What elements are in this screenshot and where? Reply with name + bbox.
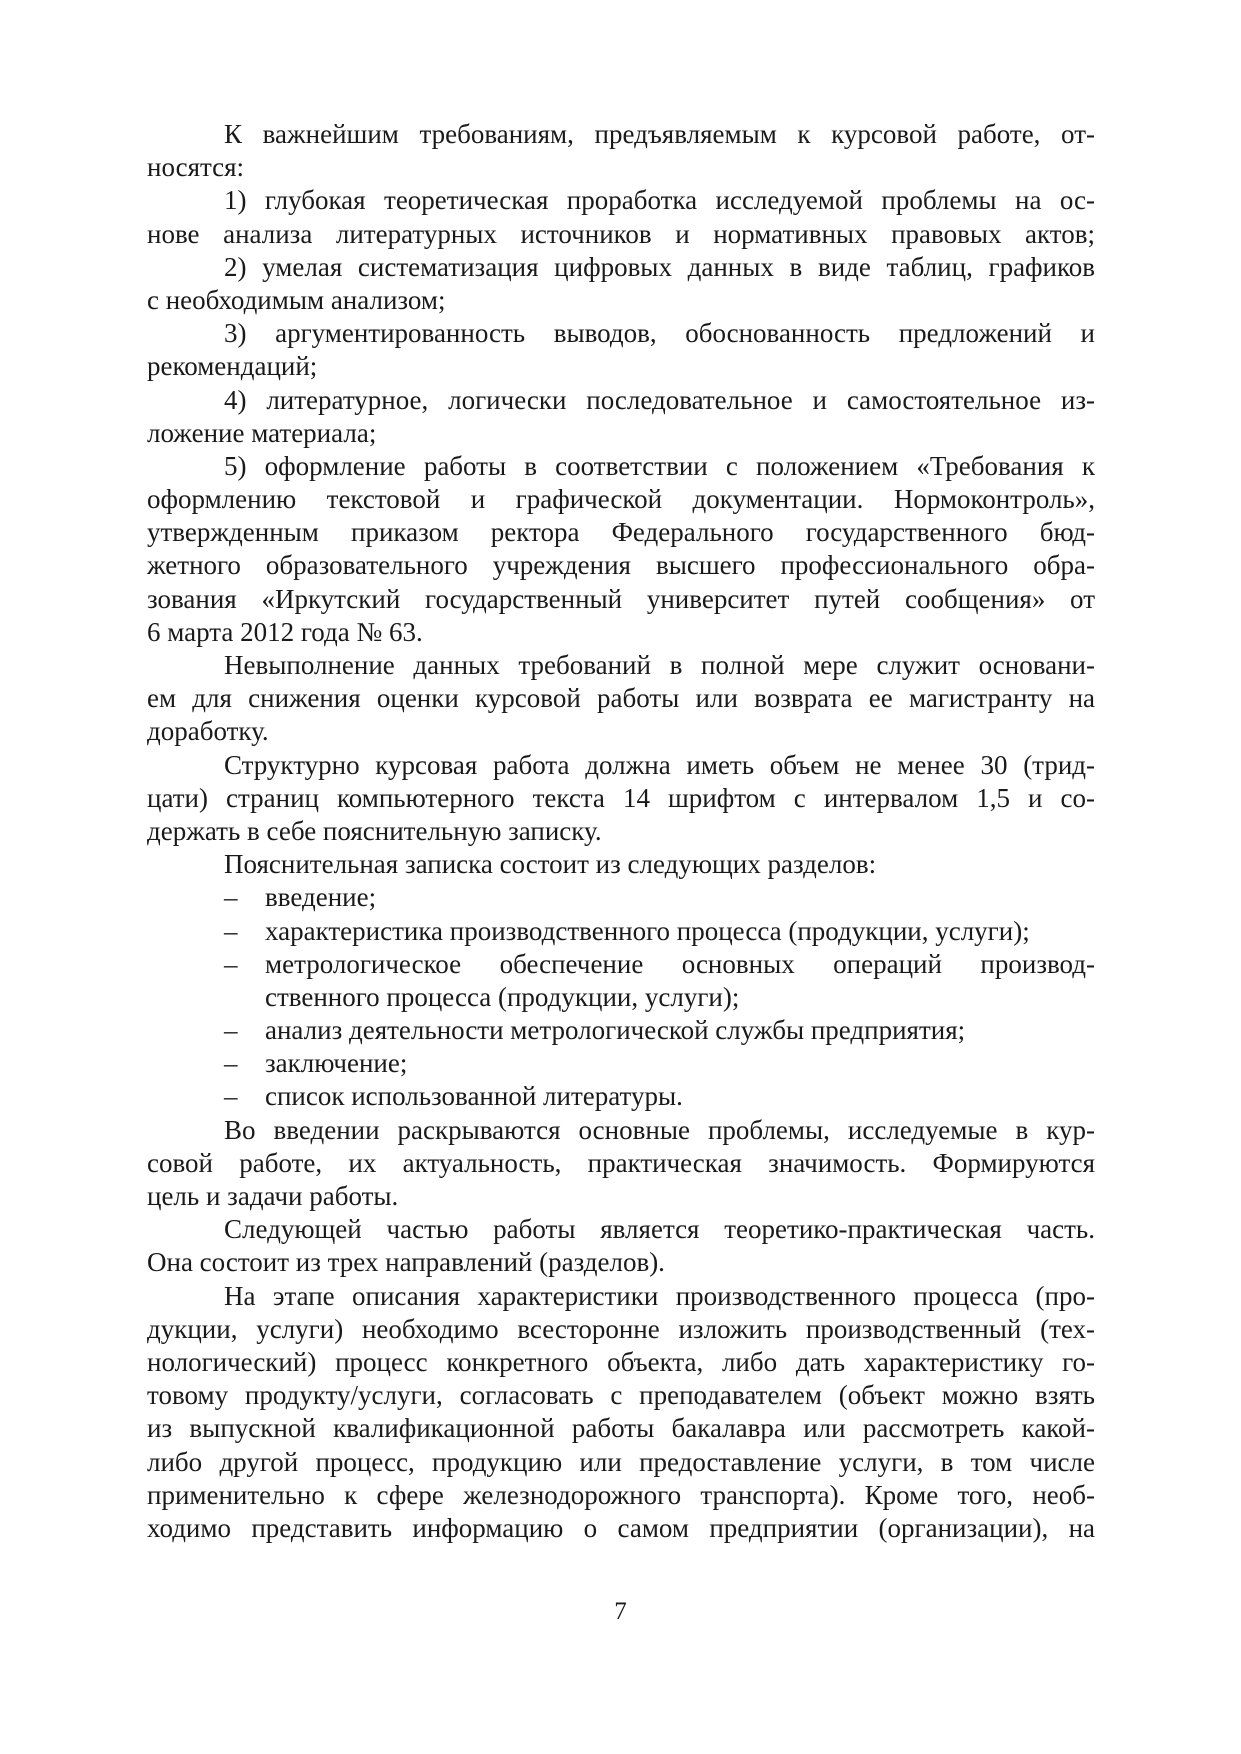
text-line: Следующей частью работы является теоретико-практическая часть. — [224, 1214, 1095, 1245]
sections-list — [147, 881, 1095, 1113]
text-line: ходимо представить информацию о самом предприятии (организации), на — [147, 1512, 1095, 1543]
text-line: совой работе, их актуальность, практическая значимость. Формируются — [147, 1147, 1095, 1178]
text-line: 6 марта 2012 года № 63. — [147, 616, 423, 647]
requirement-2 — [147, 251, 1095, 317]
paragraph-note-intro — [147, 848, 1095, 881]
paragraph-intro — [147, 118, 1095, 184]
text-line: 2) умелая систематизация цифровых данных в виде таблиц, графиков — [224, 251, 1095, 282]
text-line: Невыполнение данных требований в полной мере служит основани- — [224, 650, 1095, 680]
text-line: На этапе описания характеристики производственного процесса (про- — [224, 1280, 1095, 1311]
list-item — [147, 881, 1095, 914]
list-item-text: введение; — [265, 882, 377, 913]
text-line: товому продукту/услуги, согласовать с преподавателем (объект можно взять — [147, 1380, 1095, 1411]
text-line: рекомендаций; — [147, 351, 318, 382]
text-line: с необходимым анализом; — [147, 284, 446, 315]
list-dash: – — [224, 1015, 238, 1046]
paragraph-structure — [147, 749, 1095, 849]
list-item-continuation: ственного процесса (продукции, услуги); — [265, 981, 740, 1012]
text-line: ложение материала; — [147, 417, 377, 448]
text-line: цель и задачи работы. — [147, 1181, 399, 1211]
text-line: жетного образовательного учреждения высшего профессионального обра- — [147, 550, 1095, 581]
list-item — [147, 948, 1095, 981]
list-item — [147, 1080, 1095, 1113]
text-line: ем для снижения оценки курсовой работы или возврата ее магистранту на — [147, 683, 1095, 714]
list-item-text: список использованной литературы. — [265, 1081, 683, 1112]
text-line: зования «Иркутский государственный университет путей сообщения» от — [147, 583, 1095, 614]
list-item-text: характеристика производственного процесса (продукции, услуги); — [265, 915, 1030, 946]
list-item — [147, 915, 1095, 948]
text-line: держать в себе пояснительную записку. — [147, 815, 602, 846]
requirement-1 — [147, 184, 1095, 250]
text-line: утвержденным приказом ректора Федерального государственного бюд- — [147, 517, 1095, 548]
text-line: 3) аргументированность выводов, обоснованность предложений и — [224, 318, 1095, 349]
text-line: К важнейшим требованиям, предъявляемым к курсовой работе, от- — [224, 119, 1095, 149]
list-dash: – — [224, 1048, 238, 1079]
list-item — [147, 1014, 1095, 1047]
text-line: Во введении раскрываются основные проблемы, исследуемые в кур- — [224, 1114, 1095, 1145]
text-line: цати) страниц компьютерного текста 14 шрифтом с интервалом 1,5 и со- — [147, 782, 1095, 813]
list-dash: – — [224, 915, 238, 946]
text-line: применительно к сфере железнодорожного транспорта). Кроме того, необ- — [147, 1479, 1095, 1510]
document-body — [147, 118, 1095, 1545]
paragraph-process-desc — [147, 1280, 1095, 1546]
text-line: 5) оформление работы в соответствии с положением «Требования к — [224, 450, 1095, 481]
text-line: нологический) процесс конкретного объекта, либо дать характеристику го- — [147, 1346, 1095, 1377]
paragraph-introduction-desc — [147, 1114, 1095, 1214]
list-item-text: заключение; — [265, 1048, 408, 1079]
text-line: из выпускной квалификационной работы бакалавра или рассмотреть какой- — [147, 1413, 1095, 1444]
text-line: 4) литературное, логически последовательное и самостоятельное из- — [224, 384, 1095, 415]
list-dash: – — [224, 1081, 238, 1112]
paragraph-next-part — [147, 1213, 1095, 1279]
list-item — [147, 1047, 1095, 1080]
page-number: 7 — [614, 1598, 627, 1625]
text-line: носятся: — [147, 152, 245, 183]
text-line: дукции, услуги) необходимо всесторонне изложить производственный (тех- — [147, 1313, 1095, 1344]
list-dash: – — [224, 948, 238, 979]
text-line: нове анализа литературных источников и нормативных правовых актов; — [147, 218, 1095, 249]
paragraph-noncompliance — [147, 649, 1095, 749]
requirement-5 — [147, 450, 1095, 649]
requirement-4 — [147, 384, 1095, 450]
text-line: Структурно курсовая работа должна иметь объем не менее 30 (трид- — [224, 749, 1095, 780]
text-line: 1) глубокая теоретическая проработка исследуемой проблемы на ос- — [224, 185, 1095, 216]
list-dash: – — [224, 882, 238, 913]
list-item-text: метрологическое обеспечение основных операций производ- — [265, 948, 1095, 979]
requirement-3 — [147, 317, 1095, 383]
text-line: оформлению текстовой и графической документации. Нормоконтроль», — [147, 484, 1095, 515]
text-line: Она состоит из трех направлений (разделов). — [147, 1247, 665, 1278]
list-item-text: анализ деятельности метрологической службы предприятия; — [265, 1015, 966, 1046]
text-line: Пояснительная записка состоит из следующих разделов: — [224, 849, 877, 880]
text-line: доработку. — [147, 716, 269, 747]
text-line: либо другой процесс, продукцию или предоставление услуги, в том числе — [147, 1446, 1095, 1477]
